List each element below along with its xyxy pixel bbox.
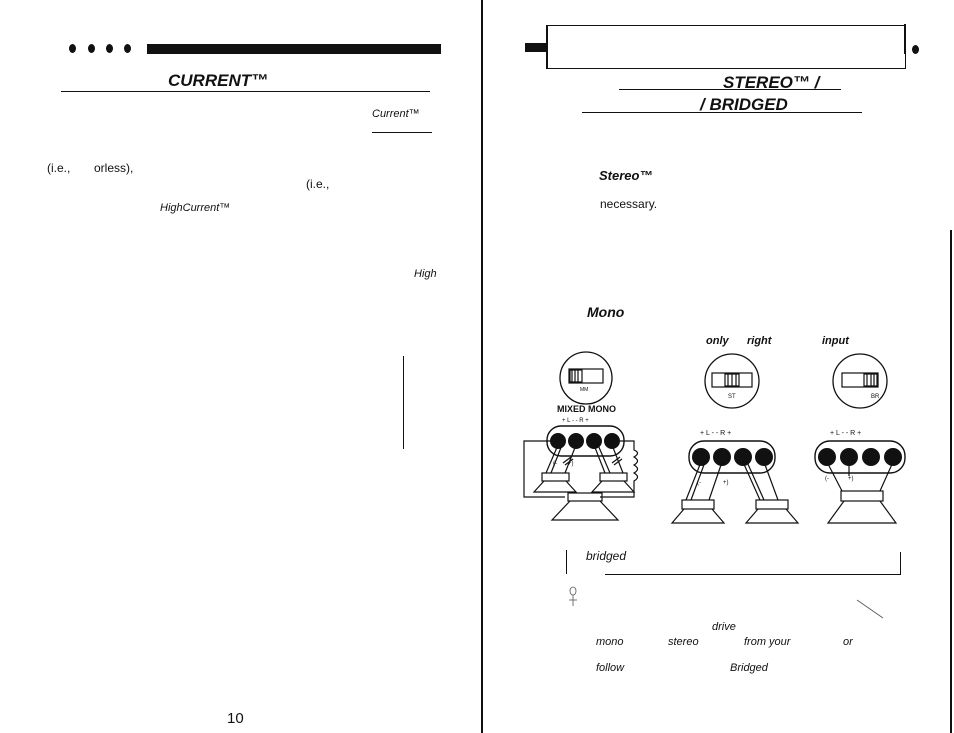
br-wiring-mark-right: +)	[848, 476, 854, 482]
note-bridged: bridged	[586, 549, 627, 563]
text-fragment-stereo: stereo	[668, 636, 699, 648]
text-fragment-orless: orless),	[94, 161, 134, 175]
right-heading-rule-1	[619, 89, 841, 90]
st-wiring-mark-left: (-	[697, 480, 701, 486]
text-fragment-drive: drive	[712, 621, 736, 633]
title-box-right-tick	[904, 24, 906, 54]
switch-br-label: BR	[871, 394, 880, 400]
terminal-label-3: + L - - R +	[830, 430, 862, 437]
heading-rule	[61, 91, 430, 92]
text-fragment-bridged: Bridged	[730, 662, 768, 674]
terminal-label-2: + L - - R +	[700, 430, 732, 437]
text-fragment-ie-2: (i.e.,	[306, 177, 330, 191]
bullet-dot-1	[69, 44, 76, 53]
text-fragment-highcurrent: HighCurrent™	[160, 202, 231, 214]
wiring-diagram	[510, 345, 920, 530]
diagonal-mark	[855, 598, 885, 620]
mono-label: Mono	[587, 304, 625, 320]
note-box-left-edge	[566, 550, 567, 574]
note-box-bottom	[605, 574, 901, 575]
text-fragment-high: High	[414, 268, 437, 280]
right-heading-line-1: STEREO™ /	[723, 73, 820, 92]
mm-wiring-mark-right: +)	[568, 461, 574, 467]
right-heading-rule-2	[582, 112, 862, 113]
bullet-dot-3	[106, 44, 113, 53]
bullet-dot-4	[124, 44, 131, 53]
fragment-rule	[372, 132, 432, 133]
mm-wiring-mark-left: (-	[553, 461, 557, 467]
st-wiring-mark-right: +)	[723, 480, 729, 486]
br-wiring-mark-left: (-	[825, 476, 829, 482]
text-fragment-right: right	[747, 335, 772, 347]
page-divider	[481, 0, 483, 733]
note-box-right-edge	[900, 552, 901, 574]
text-fragment-ie-1: (i.e.,	[47, 161, 71, 175]
title-box-left-tab	[525, 43, 547, 52]
text-fragment-current: Current™	[372, 108, 420, 120]
pointer-icon	[566, 586, 580, 608]
mixed-mono-label: MIXED MONO	[557, 404, 617, 414]
page-number: 10	[227, 710, 244, 727]
bullet-dot-2	[88, 44, 95, 53]
title-box	[546, 25, 906, 69]
text-fragment-follow: follow	[596, 662, 625, 674]
title-bullet-dot	[912, 45, 919, 54]
header-bar	[147, 44, 441, 54]
section-heading: CURRENT™	[168, 71, 269, 90]
text-fragment-mono: mono	[596, 636, 624, 648]
margin-line	[403, 356, 404, 449]
switch-mm-label: MM	[580, 387, 589, 393]
stereo-label: Stereo™	[599, 168, 653, 183]
text-fragment-from-your: from your	[744, 636, 791, 648]
text-fragment-input: input	[822, 335, 849, 347]
switch-st-label: ST	[728, 394, 736, 400]
text-fragment-only: only	[706, 335, 729, 347]
right-margin-line	[950, 230, 952, 733]
text-fragment-or: or	[843, 636, 853, 648]
right-heading-line-2: / BRIDGED	[700, 95, 788, 114]
text-fragment-necessary: necessary.	[600, 197, 658, 211]
terminal-label-1: + L - - R +	[562, 418, 589, 424]
